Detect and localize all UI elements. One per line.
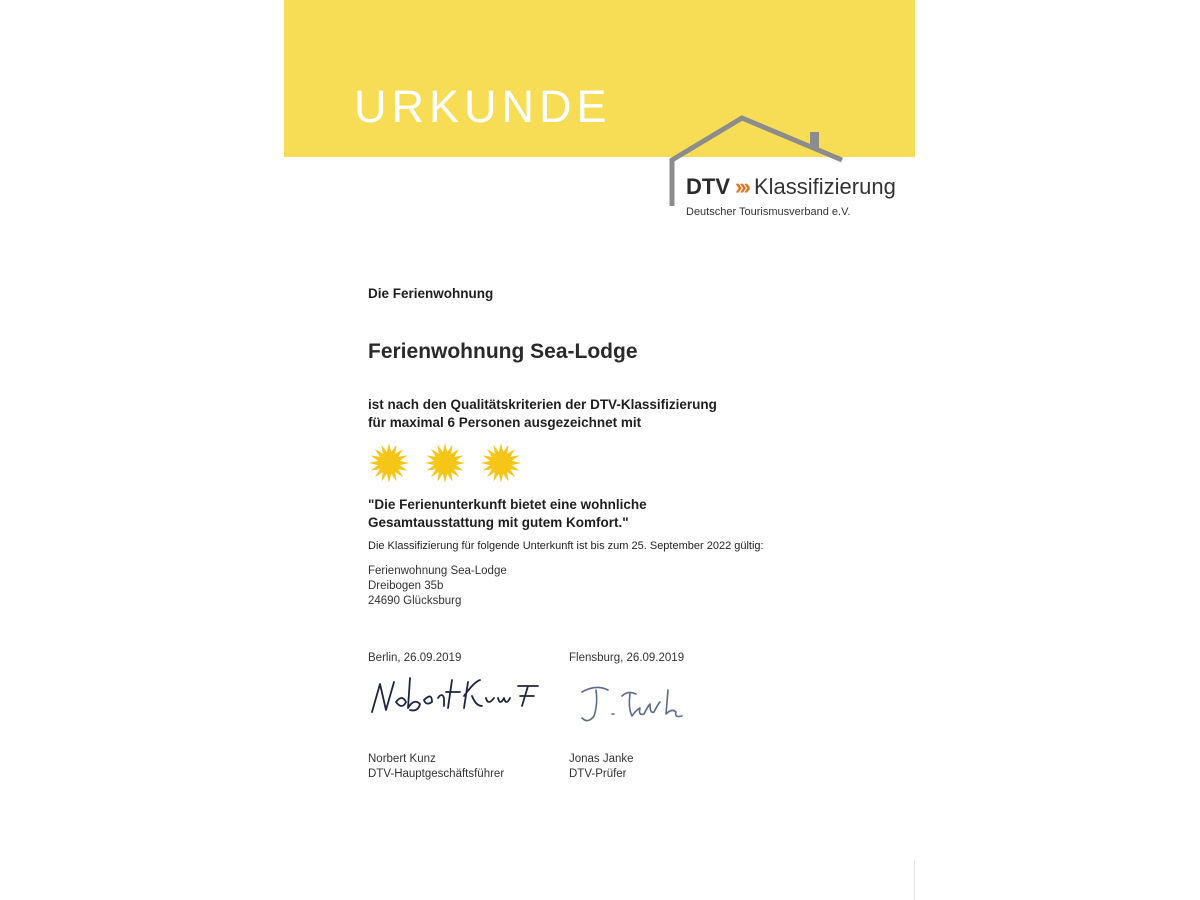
signature-left [368,672,543,722]
place-date-right: Flensburg, 26.09.2019 [569,652,685,664]
signatory-left [368,752,504,782]
address-block [368,564,507,609]
quote-text [368,496,647,532]
star-icon [480,442,522,484]
signature-right [576,680,696,730]
quote-line-1: "Die Ferienunterkunft bietet eine wohnliche [368,497,647,512]
star-icon [424,442,466,484]
certificate-page [284,0,915,900]
logo-wordmark [686,174,896,200]
logo-chevrons-icon: ››› [735,174,748,199]
criteria-text [368,396,717,432]
signatory-right-role: DTV-Prüfer [569,768,627,780]
intro-label: Die Ferienwohnung [368,286,494,301]
address-line-1: Ferienwohnung Sea-Lodge [368,565,507,577]
validity-text: Die Klassifizierung für folgende Unterkunft ist bis zum 25. September 2022 gültig: [368,540,764,552]
star-icon [368,442,410,484]
place-date-left: Berlin, 26.09.2019 [368,652,462,664]
address-line-2: Dreibogen 35b [368,580,444,592]
logo-dtv-text: DTV [686,174,730,199]
page-edge-line [914,860,915,900]
dtv-logo [664,110,904,230]
address-line-3: 24690 Glücksburg [368,595,462,607]
property-name: Ferienwohnung Sea-Lodge [368,340,638,363]
signatory-right [569,752,634,782]
star-rating [368,442,536,484]
criteria-line-1: ist nach den Qualitätskriterien der DTV-Klassifizierung [368,397,717,412]
logo-klassifizierung-text: Klassifizierung [753,174,896,199]
quote-line-2: Gesamtausstattung mit gutem Komfort." [368,515,629,530]
criteria-line-2: für maximal 6 Personen ausgezeichnet mit [368,415,642,430]
certificate-title: URKUNDE [354,81,612,132]
logo-subtitle: Deutscher Tourismusverband e.V. [686,206,851,218]
signatory-left-role: DTV-Hauptgeschäftsführer [368,768,505,780]
signatory-left-name: Norbert Kunz [368,753,436,765]
signatory-right-name: Jonas Janke [569,753,634,765]
